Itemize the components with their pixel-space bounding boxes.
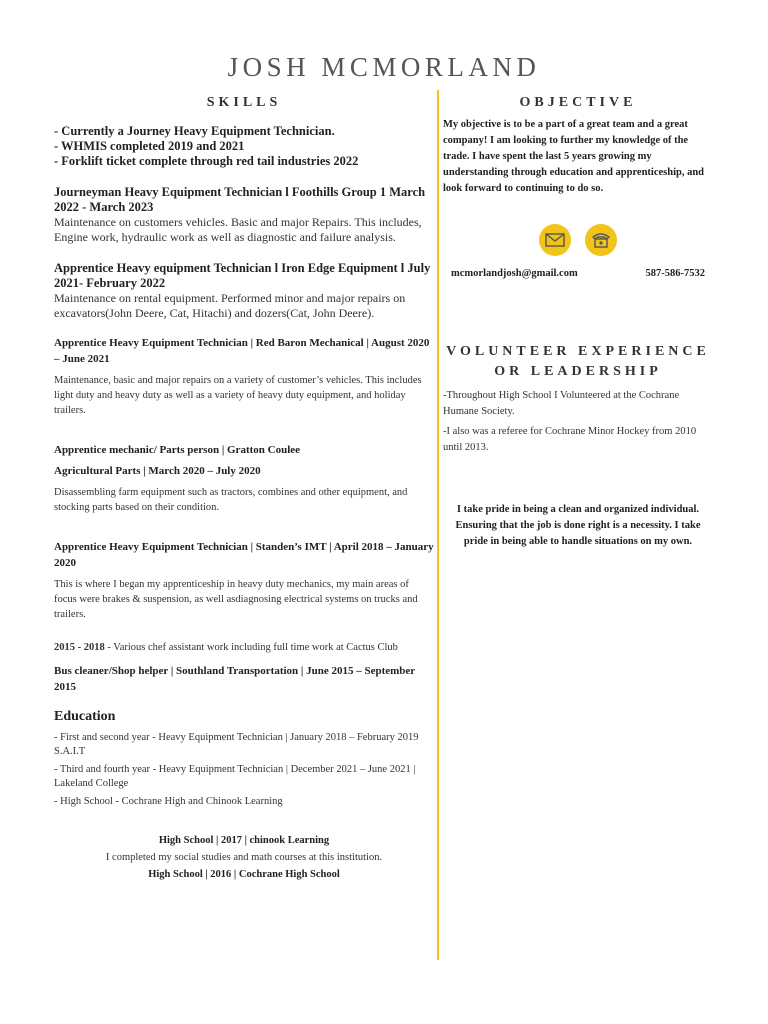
job-heading-line2: Agricultural Parts | March 2020 – July 2020 — [54, 465, 261, 477]
pride-statement: I take pride in being a clean and organized individual. Ensuring that the job is done right is a necessity. I take pride in being able to handle situations on my own. — [455, 504, 701, 547]
volunteer-item: -I also was a referee for Cochrane Minor Hockey from 2010 until 2013. — [443, 426, 697, 453]
objective-text: My objective is to be a part of a great team and a great company! I am looking to further my knowledge of the trade. I have spent the last 5 years growing my understanding through education and apprenticeship, and look forward to continuing to do so. — [443, 119, 705, 194]
job-heading: Apprentice Heavy equipment Technician l Iron Edge Equipment l July 2021- February 2022 — [54, 261, 431, 290]
education-title: Education — [54, 709, 116, 724]
contact-icons — [443, 224, 713, 256]
job-entry — [54, 442, 434, 515]
column-divider — [437, 90, 439, 960]
envelope-icon — [545, 233, 565, 247]
job-heading: Apprentice Heavy Equipment Technician | Standen’s IMT | April 2018 – January 2020 — [54, 541, 434, 569]
volunteer-title: VOLUNTEER EXPERIENCE OR LEADERSHIP — [446, 344, 710, 379]
job-heading: Apprentice mechanic/ Parts person | Gratton Coulee — [54, 444, 301, 456]
high-school-heading: High School | 2016 | Cochrane High School — [148, 869, 340, 880]
job-entry — [54, 261, 434, 321]
telephone-icon — [591, 232, 611, 248]
job-entry — [54, 539, 434, 622]
objective-title: OBJECTIVE — [519, 95, 637, 110]
job-description: - Various chef assistant work including full time work at Cactus Club — [104, 642, 398, 653]
job-heading: Journeyman Heavy Equipment Technician l Foothills Group 1 March 2022 - March 2023 — [54, 185, 426, 214]
high-school-heading: High School | 2017 | chinook Learning — [158, 835, 330, 846]
left-column — [54, 95, 434, 880]
education-item: - First and second year - Heavy Equipment Technician | January 2018 – February 2019 S.A.I.T — [54, 732, 419, 757]
high-school-description: I completed my social studies and math courses at this institution. — [105, 852, 383, 863]
volunteer-list — [443, 388, 713, 456]
skills-list — [54, 124, 434, 169]
right-column — [443, 95, 713, 550]
job-heading: Apprentice Heavy Equipment Technician | Red Baron Mechanical | August 2020 – June 2021 — [54, 337, 430, 365]
email-link[interactable]: mcmorlandjosh@gmail.com — [451, 268, 578, 279]
job-description: Maintenance on rental equipment. Performed minor and major repairs on excavators(John Deere, Cat, Hitachi) and dozers(Cat, John Deere). — [54, 291, 406, 320]
education-item: - Third and fourth year - Heavy Equipment Technician | December 2021 – June 2021 | Lakeland College — [54, 764, 416, 789]
skills-title: SKILLS — [206, 95, 282, 110]
skill-item: - Currently a Journey Heavy Equipment Technician. — [54, 124, 335, 138]
phone-number[interactable]: 587-586-7532 — [645, 268, 705, 279]
phone-icon[interactable] — [585, 224, 617, 256]
email-icon[interactable] — [539, 224, 571, 256]
volunteer-item: -Throughout High School I Volunteered at the Cochrane Humane Society. — [443, 390, 680, 417]
job-entry — [54, 663, 434, 695]
job-description: Maintenance on customers vehicles. Basic and major Repairs. This includes, Engine work, hydraulic work as well as diagnostic and failure analysis. — [54, 215, 422, 244]
job-heading: Bus cleaner/Shop helper | Southland Transportation | June 2015 – September 2015 — [54, 665, 415, 693]
skill-item: - WHMIS completed 2019 and 2021 — [54, 139, 245, 153]
skill-item: - Forklift ticket complete through red tail industries 2022 — [54, 154, 359, 168]
education-list — [54, 731, 434, 809]
job-entry — [54, 185, 434, 245]
contact-info — [443, 268, 713, 279]
resume-name: JOSH MCMORLAND — [227, 52, 541, 82]
job-years: 2015 - 2018 — [54, 642, 105, 653]
education-item: - High School - Cochrane High and Chinook Learning — [54, 796, 283, 807]
job-description: This is where I began my apprenticeship in heavy duty mechanics, my main areas of focus were brakes & suspension, as well asdiagnosing electrical systems on trucks and trailers. — [54, 579, 418, 620]
job-entry — [54, 640, 434, 655]
job-description: Maintenance, basic and major repairs on a variety of customer’s vehicles. This includes light duty and heavy duty as well as a variety of heavy duty equipment, and holiday trailers. — [54, 375, 422, 416]
job-entry — [54, 335, 434, 418]
job-description: Disassembling farm equipment such as tractors, combines and other equipment, and stocking parts based on their condition. — [54, 487, 408, 513]
